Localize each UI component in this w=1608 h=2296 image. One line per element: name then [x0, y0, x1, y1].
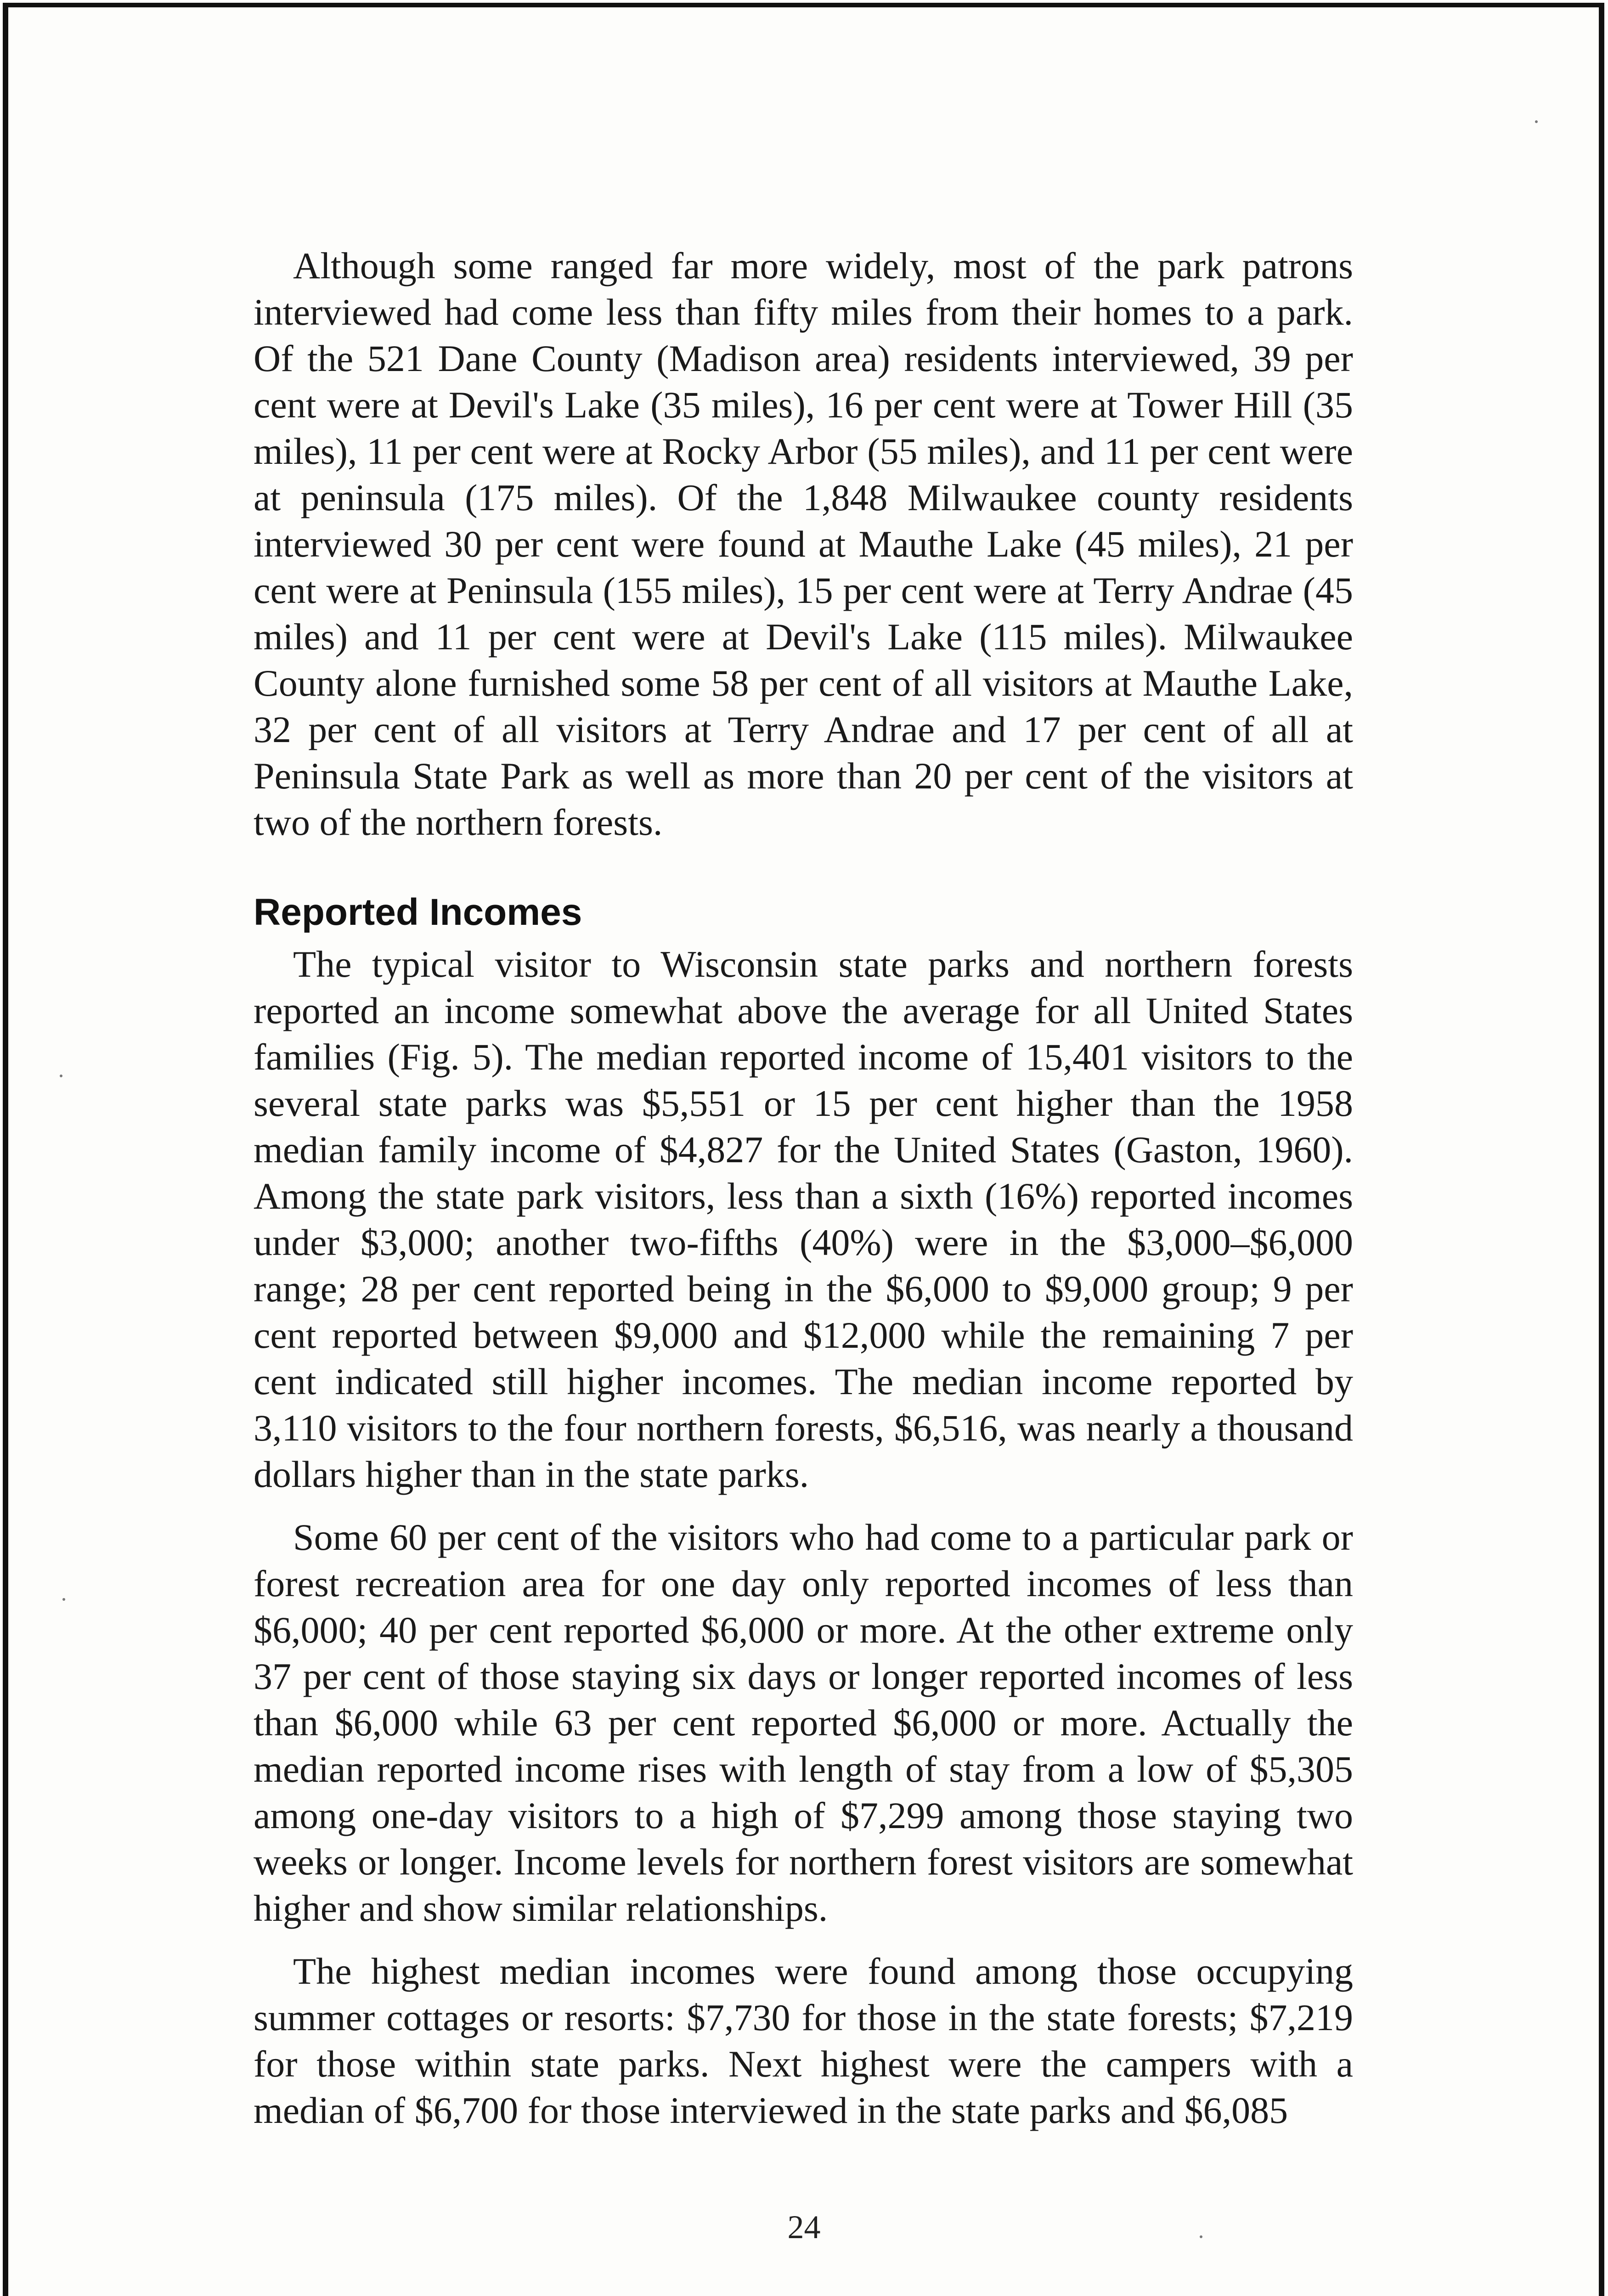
paper-speck	[62, 1598, 65, 1601]
paragraph-income-by-length-of-stay: Some 60 per cent of the visitors who had come to a particular park or forest recreation area for one day only reported incomes of less than $6,000; 40 per cent reported $6,000 or more. At the other extreme only 37 per cent of those staying six days or longer reported incomes of less than $6,000 while 63 per cent reported $6,000 or more. Actually the median reported income rises with length of stay from a low of $5,305 among one-day visitors to a high of $7,299 among those staying two weeks or longer. Income levels for northern forest visitors are somewhat higher and show similar relationships.	[254, 1516, 1353, 1929]
page-number: 24	[787, 2209, 821, 2245]
paper-speck	[1535, 120, 1538, 123]
section-heading-reported-incomes: Reported Incomes	[254, 891, 582, 933]
paragraph-travel-distance: Although some ranged far more widely, most of the park patrons interviewed had come less than fifty miles from their homes to a park. Of the 521 Dane County (Madison area) residents interviewed, 39 per cent were at Devil's Lake (35 miles), 16 per cent were at Tower Hill (35 miles), 11 per cent were at Rocky Arbor (55 miles), and 11 per cent were at peninsula (175 miles). Of the 1,848 Milwaukee county residents interviewed 30 per cent were found at Mauthe Lake (45 miles), 21 per cent were at Peninsula (155 miles), 15 per cent were at Terry Andrae (45 miles) and 11 per cent were at Devil's Lake (115 miles). Milwaukee County alone furnished some 58 per cent of all visitors at Mauthe Lake, 32 per cent of all visitors at Terry Andrae and 17 per cent of all at Peninsula State Park as well as more than 20 per cent of the visitors at two of the northern forests.	[254, 245, 1353, 843]
paragraph-typical-visitor-income: The typical visitor to Wisconsin state parks and northern forests reported an income somewhat above the average for all United States families (Fig. 5). The median reported income of 15,401 visitors to the several state parks was $5,551 or 15 per cent higher than the 1958 median family income of $4,827 for the United States (Gaston, 1960). Among the state park visitors, less than a sixth (16%) reported incomes under $3,000; another two-fifths (40%) were in the $3,000–$6,000 range; 28 per cent reported being in the $6,000 to $9,000 group; 9 per cent reported between $9,000 and $12,000 while the remaining 7 per cent indicated still higher incomes. The median income reported by 3,110 visitors to the four northern forests, $6,516, was nearly a thousand dollars higher than in the state parks.	[254, 943, 1353, 1495]
paper-speck	[1200, 2235, 1202, 2238]
paper-speck	[60, 1075, 62, 1077]
paragraph-highest-median-incomes: The highest median incomes were found among those occupying summer cottages or resorts: $7,730 for those in the state forests; $7,219 for those within state parks. Next highest were the campers with a median of $6,700 for those interviewed in the state parks and $6,085	[254, 1950, 1353, 2131]
document-body	[254, 242, 1353, 2133]
